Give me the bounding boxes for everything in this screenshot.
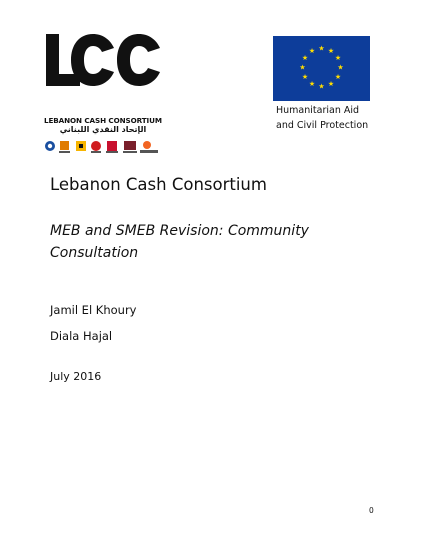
eu-star-icon: ★ <box>308 80 316 88</box>
lcc-letters-logo <box>44 32 162 88</box>
partner-logo-2 <box>59 141 70 153</box>
partner-logos <box>44 139 162 155</box>
lcc-org-name-ar: الإتحاد النقدي اللبناني <box>59 125 147 134</box>
publication-date: July 2016 <box>50 370 102 383</box>
eu-star-icon: ★ <box>334 73 342 81</box>
eu-star-icon: ★ <box>318 44 325 53</box>
eu-star-icon: ★ <box>327 80 335 88</box>
eu-caption-line-2: and Civil Protection <box>276 120 369 131</box>
partner-logo-5 <box>106 141 118 153</box>
eu-caption-line-1: Humanitarian Aid <box>276 105 360 116</box>
partner-logo-7 <box>140 141 158 153</box>
eu-star-icon: ★ <box>301 54 309 62</box>
page-number: 0 <box>369 506 374 515</box>
eu-star-icon: ★ <box>299 63 306 72</box>
eu-star-icon: ★ <box>318 82 325 91</box>
partner-logo-1 <box>45 141 55 151</box>
eu-star-icon: ★ <box>334 54 342 62</box>
eu-star-icon: ★ <box>327 47 335 55</box>
organization-title: Lebanon Cash Consortium <box>50 175 267 194</box>
author-name: Jamil El Khoury <box>50 303 137 317</box>
document-subtitle: MEB and SMEB Revision: Community Consultation <box>50 223 309 261</box>
eu-star-icon: ★ <box>337 63 344 72</box>
partner-logo-3 <box>76 141 86 151</box>
eu-stars <box>273 36 370 101</box>
eu-flag <box>273 36 370 101</box>
eu-star-icon: ★ <box>308 47 316 55</box>
partner-logo-6 <box>123 141 137 153</box>
lcc-logo <box>44 32 162 134</box>
eu-caption <box>276 103 376 133</box>
partner-logo-4 <box>91 141 101 153</box>
author-name: Diala Hajal <box>50 329 113 343</box>
eu-star-icon: ★ <box>301 73 309 81</box>
lcc-org-name-en: LEBANON CASH CONSORTIUM <box>44 116 162 125</box>
